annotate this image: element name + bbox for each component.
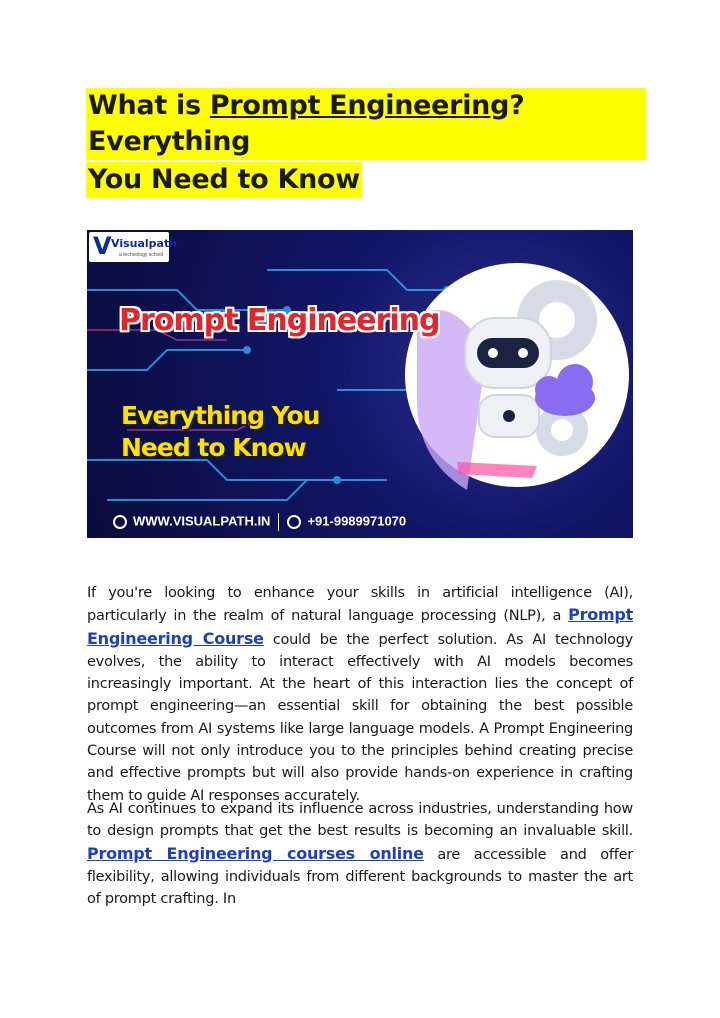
paragraph-2-text-a: As AI continues to expand its influence across industries, understanding how to design prompts that get the best results is becoming an invaluable skill. [87,801,633,840]
title-text-1: What is [88,90,210,121]
hero-banner-image [87,230,633,538]
title-text-2: ? Everything [88,90,525,157]
banner-phone: +91-9989971070 [307,513,407,529]
paragraph-1-text-b: could be the perfect solution. As AI technology evolves, the ability to interact effectively with AI models becomes increasingly important. At the heart of this interaction lies the concept of prompt engineering—an essential skill for obtaining the best possible outcomes from AI systems like large language models. A Prompt Engineering Course will not only introduce you to the principles behind creating precise and effective prompts but will also provide hands-on experience in crafting them to guide AI responses accurately. [87,631,634,804]
logo-name: Visualpath [111,237,178,250]
circuit-background [87,230,633,538]
banner-sub-line-2: Need to Know [121,433,306,462]
title-line-1 [86,88,646,160]
title-line-2: You Need to Know [86,162,362,198]
divider [278,513,279,531]
paragraph-1-text-a: If you're looking to enhance your skills in artificial intelligence (AI), particularly in the realm of natural language processing (NLP), a [87,585,633,625]
banner-contact-bar [113,513,406,531]
paragraph-2-text-b: are accessible and offer flexibility, allowing individuals from different backgrounds to master the art of prompt crafting. In [87,846,633,908]
logo-mark: V [93,232,112,260]
banner-website: WWW.VISUALPATH.IN [133,513,271,529]
logo-tagline: a technology school [119,252,164,258]
paragraph-1 [87,582,633,807]
banner-heading: Prompt Engineering [119,303,440,338]
page-title [86,88,646,200]
phone-icon [287,515,301,529]
prompt-engineering-courses-online-link[interactable]: Prompt Engineering courses online [87,843,424,863]
banner-subheading [121,400,319,464]
paragraph-2 [87,798,633,910]
visualpath-logo [89,232,178,262]
title-link[interactable]: Prompt Engineering [209,90,510,121]
banner-sub-line-1: Everything You [121,401,320,430]
prompt-engineering-course-link[interactable]: Prompt Engineering Course [87,605,633,648]
globe-icon [113,515,127,529]
